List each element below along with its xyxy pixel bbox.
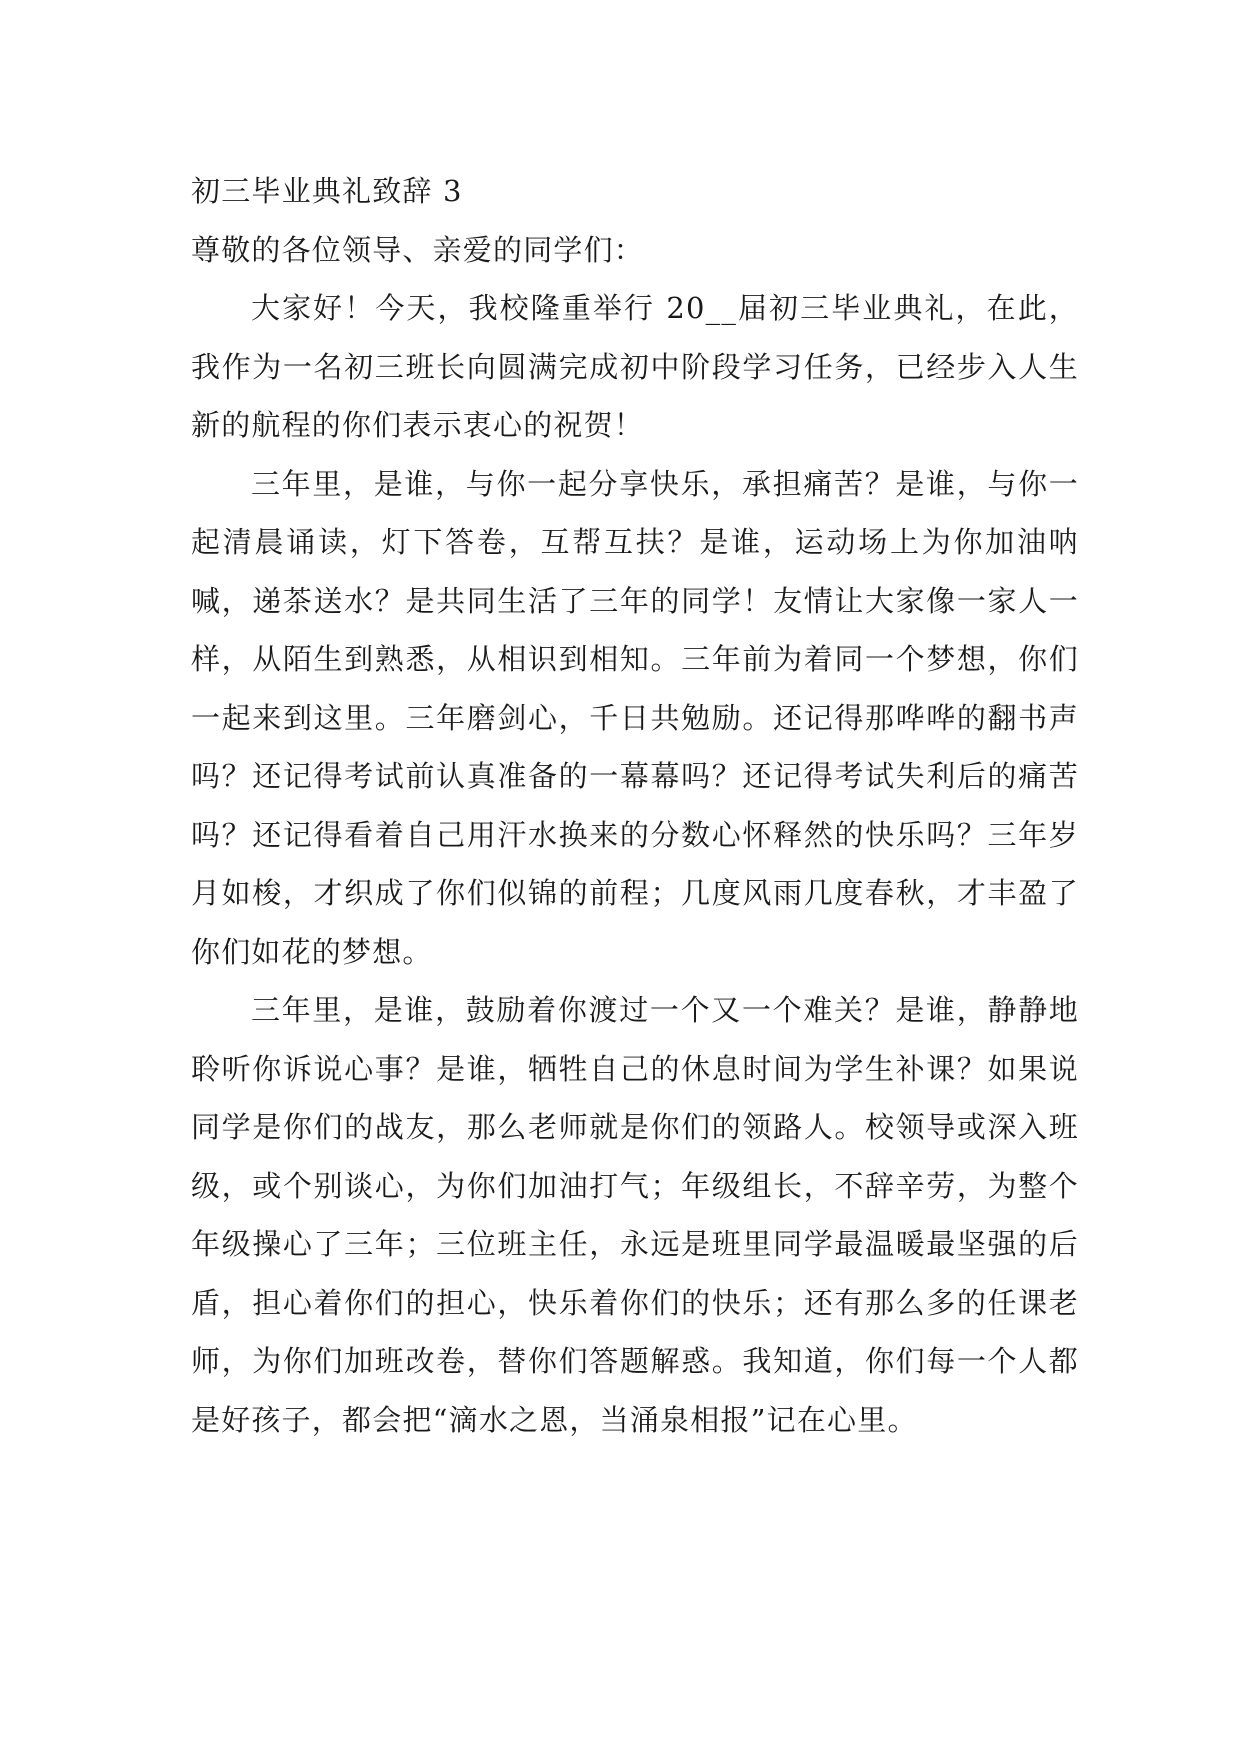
document-body bbox=[191, 162, 1079, 1449]
paragraph-greeting: 大家好！今天，我校隆重举行 20__届初三毕业典礼，在此，我作为一名初三班长向圆满完成初中阶段学习任务，已经步入人生新的航程的你们表示衷心的祝贺！ bbox=[191, 291, 1079, 442]
paragraph-classmates: 三年里，是谁，与你一起分享快乐，承担痛苦？是谁，与你一起清晨诵读，灯下答卷，互帮互扶？是谁，运动场上为你加油呐喊，递茶送水？是共同生活了三年的同学！友情让大家像一家人一样，从陌生到熟悉，从相识到相知。三年前为着同一个梦想，你们一起来到这里。三年磨剑心，千日共勉励。还记得那哗哗的翻书声吗？还记得考试前认真准备的一幕幕吗？还记得考试失利后的痛苦吗？还记得看着自己用汗水换来的分数心怀释然的快乐吗？三年岁月如梭，才织成了你们似锦的前程；几度风雨几度春秋，才丰盈了你们如花的梦想。 bbox=[191, 466, 1079, 969]
paragraph-teachers: 三年里，是谁，鼓励着你渡过一个又一个难关？是谁，静静地聆听你诉说心事？是谁，牺牲自己的休息时间为学生补课？如果说同学是你们的战友，那么老师就是你们的领路人。校领导或深入班级，或个别谈心，为你们加油打气；年级组长，不辞辛劳，为整个年级操心了三年；三位班主任，永远是班里同学最温暖最坚强的后盾，担心着你们的担心，快乐着你们的快乐；还有那么多的任课老师，为你们加班改卷，替你们答题解惑。我知道，你们每一个人都是好孩子，都会把“滴水之恩，当涌泉相报”记在心里。 bbox=[191, 993, 1079, 1437]
document-title: 初三毕业典礼致辞 3 bbox=[191, 174, 463, 208]
salutation: 尊敬的各位领导、亲爱的同学们： bbox=[191, 232, 645, 267]
